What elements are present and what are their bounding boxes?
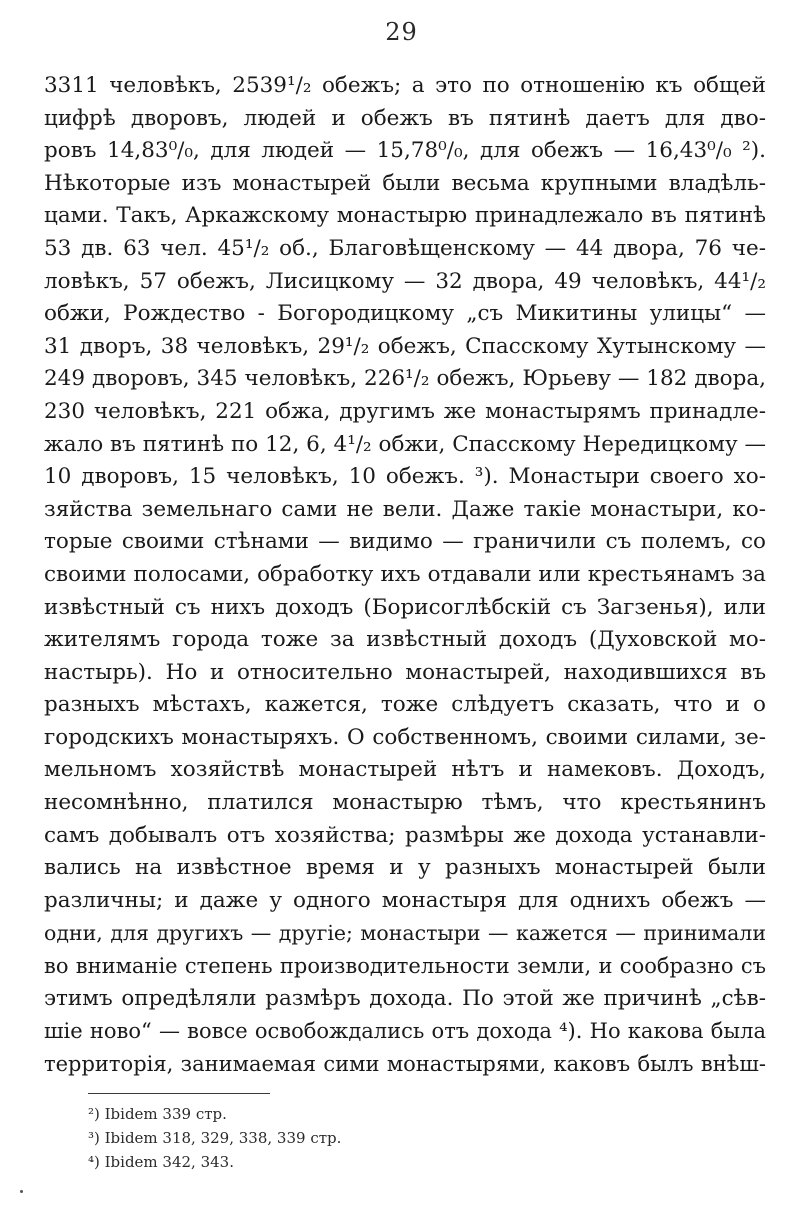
text-line: территорія, занимаемая сими монастырями, каковъ былъ внѣш- [44,1051,766,1076]
text-line: самъ добывалъ отъ хозяйства; размѣры же дохода устанавли- [44,822,766,848]
text-line: ловѣкъ, 57 обежъ, Лисицкому — 32 двора, 49 человѣкъ, 44¹/₂ [44,268,766,294]
text-line: ровъ 14,83⁰/₀, для людей — 15,78⁰/₀, для обежъ — 16,43⁰/₀ ²). [44,138,766,164]
text-line: жителямъ города тоже за извѣстный доходъ (Духовской мо- [44,627,766,653]
text-line: обжи, Рождество - Богородицкому „съ Микитины улицы“ — [44,301,766,327]
print-speck [20,1190,23,1193]
footnote: ⁴) Ibidem 342, 343. [88,1153,234,1171]
text-line: 31 дворъ, 38 человѣкъ, 29¹/₂ обежъ, Спасскому Хутынскому — [44,333,766,359]
text-line: городскихъ монастыряхъ. О собственномъ, своими силами, зе- [44,724,766,750]
text-line: 3311 человѣкъ, 2539¹/₂ обежъ; а это по отношенію къ общей [44,73,766,98]
text-line: своими полосами, обработку ихъ отдавали или крестьянамъ за [44,561,766,587]
text-line: Нѣкоторые изъ монастырей были весьма крупными владѣль- [44,170,766,196]
text-line: различны; и даже у одного монастыря для однихъ обежъ — [44,887,766,913]
footnotes [88,1102,488,1174]
text-line: торые своими стѣнами — видимо — граничили съ полемъ, со [44,529,766,555]
text-line: вались на извѣстное время и у разныхъ монастырей были [44,855,766,881]
text-line: мельномъ хозяйствѣ монастырей нѣтъ и намековъ. Доходъ, [44,757,766,783]
text-line: 53 дв. 63 чел. 45¹/₂ об., Благовѣщенскому — 44 двора, 76 че- [44,235,766,261]
text-line: 10 дворовъ, 15 человѣкъ, 10 обежъ. ³). Монастыри своего хо- [44,464,766,490]
text-line: одни, для другихъ — другіе; монастыри — кажется — принимали [44,921,766,946]
text-line: жало въ пятинѣ по 12, 6, 4¹/₂ обжи, Спасскому Нередицкому — [44,431,766,457]
footnote: ³) Ibidem 318, 329, 338, 339 стр. [88,1129,342,1147]
text-line: этимъ опредѣляли размѣръ дохода. По этой же причинѣ „сѣв- [44,985,766,1011]
page-number: 29 [385,18,418,46]
text-line: разныхъ мѣстахъ, кажется, тоже слѣдуетъ сказать, что и о [44,692,766,718]
text-line: несомнѣнно, платился монастырю тѣмъ, что крестьянинъ [44,790,766,816]
footnote-rule [88,1093,270,1094]
text-line: цифрѣ дворовъ, людей и обежъ въ пятинѣ даетъ для дво- [44,105,766,131]
footnote: ²) Ibidem 339 стр. [88,1105,227,1123]
text-line: настырь). Но и относительно монастырей, находившихся въ [44,659,766,685]
text-line: извѣстный съ нихъ доходъ (Борисоглѣбскій съ Загзенья), или [44,594,766,620]
text-line: 230 человѣкъ, 221 обжа, другимъ же монастырямъ принадле- [44,398,766,424]
text-line: шіе ново“ — вовсе освобождались отъ дохода ⁴). Но какова была [44,1019,766,1044]
text-line: во вниманіе степень производительности земли, и сообразно съ [44,954,766,979]
text-line: цами. Такъ, Аркажскому монастырю принадлежало въ пятинѣ [44,203,766,229]
text-line: зяйства земельнаго сами не вели. Даже такіе монастыри, ко- [44,496,766,522]
text-line: 249 дворовъ, 345 человѣкъ, 226¹/₂ обежъ, Юрьеву — 182 двора, [44,366,766,392]
body-text [44,70,766,1080]
